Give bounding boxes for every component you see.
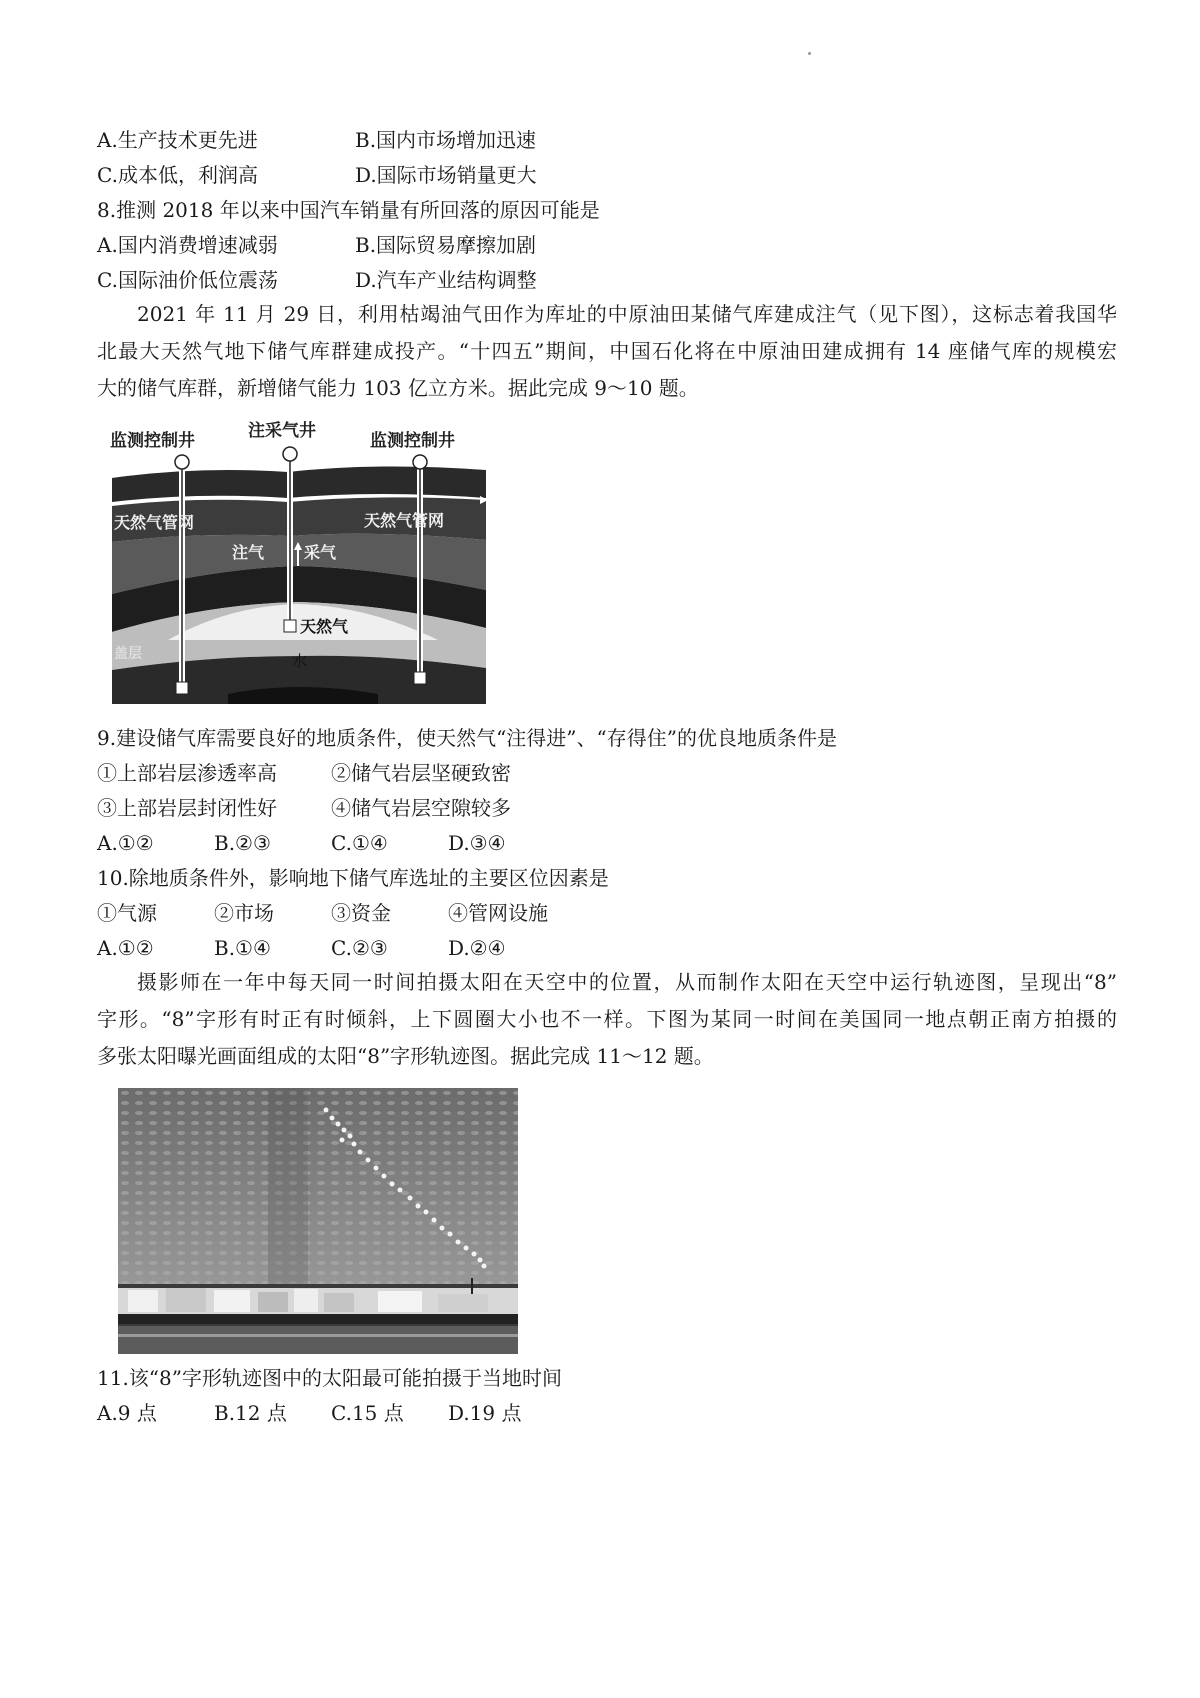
q8-option-a: A.国内消费增速减弱 [97, 233, 278, 257]
label-inject-well: 注采气井 [248, 421, 316, 441]
q10-answer-b: B.①④ [214, 936, 271, 960]
q10-factor-1: ①气源 [97, 901, 157, 925]
label-water: 水 [292, 652, 308, 670]
q11-stem: 11.该“8”字形轨迹图中的太阳最可能拍摄于当地时间 [97, 1366, 562, 1390]
q10-stem: 10.除地质条件外，影响地下储气库选址的主要区位因素是 [97, 866, 609, 890]
q8-option-b: B.国际贸易摩擦加剧 [355, 233, 537, 257]
q11-answer-d: D.19 点 [448, 1401, 522, 1425]
q10-answer-c: C.②③ [331, 936, 388, 960]
q7-option-a: A.生产技术更先进 [97, 128, 258, 152]
label-natural-gas: 天然气 [300, 617, 349, 636]
q9-answer-d: D.③④ [448, 831, 506, 855]
q9-answer-c: C.①④ [331, 831, 388, 855]
label-monitor-left: 监测控制井 [110, 431, 195, 451]
q8-stem: 8.推测 2018 年以来中国汽车销量有所回落的原因可能是 [97, 198, 600, 222]
label-inject-gas: 注气 [232, 543, 265, 562]
q11-answer-c: C.15 点 [331, 1401, 404, 1425]
passage2-line3: 多张太阳曝光画面组成的太阳“8”字形轨迹图。据此完成 11～12 题。 [97, 1044, 714, 1068]
q9-stem: 9.建设储气库需要良好的地质条件，使天然气“注得进”、“存得住”的优良地质条件是 [97, 726, 837, 750]
q10-answer-a: A.①② [97, 936, 154, 960]
label-pipeline-left: 天然气管网 [114, 513, 195, 532]
passage1-line1: 2021 年 11 月 29 日，利用枯竭油气田作为库址的中原油田某储气库建成注气（见下图），这标志着我国华 [137, 302, 1117, 326]
q11-answer-b: B.12 点 [214, 1401, 287, 1425]
q10-factor-4: ④管网设施 [448, 901, 548, 925]
q7-option-c: C.成本低，利润高 [97, 163, 258, 187]
q8-option-c: C.国际油价低位震荡 [97, 268, 278, 292]
q9-condition-1: ①上部岩层渗透率高 [97, 761, 277, 785]
label-monitor-right: 监测控制井 [370, 431, 455, 451]
label-pipeline-right: 天然气管网 [364, 511, 445, 530]
passage-analemma [97, 964, 1117, 1075]
label-cap-rock: 盖层 [114, 646, 142, 662]
q11-answer-a: A.9 点 [97, 1401, 157, 1425]
label-extract-gas: 采气 [304, 543, 337, 562]
q10-factor-2: ②市场 [214, 901, 274, 925]
q9-condition-3: ③上部岩层封闭性好 [97, 796, 277, 820]
analemma-photo [118, 1088, 518, 1354]
q10-answer-d: D.②④ [448, 936, 506, 960]
passage1-line3: 大的储气库群，新增储气能力 103 亿立方米。据此完成 9～10 题。 [97, 376, 699, 400]
passage2-line2: 字形。“8”字形有时正有时倾斜，上下圆圈大小也不一样。下图为某同一时间在美国同一地点朝正南方拍摄的 [97, 1007, 1117, 1031]
q10-factor-3: ③资金 [331, 901, 391, 925]
passage-gas-storage [97, 296, 1117, 407]
passage2-line1: 摄影师在一年中每天同一时间拍摄太阳在天空中的位置，从而制作太阳在天空中运行轨迹图，呈现出“8” [137, 970, 1117, 994]
q9-answer-b: B.②③ [214, 831, 271, 855]
q8-option-d: D.汽车产业结构调整 [355, 268, 537, 292]
passage1-line2: 北最大天然气地下储气库群建成投产。“十四五”期间，中国石化将在中原油田建成拥有 14 座储气库的规模宏 [97, 339, 1117, 363]
gas-storage-diagram [108, 418, 498, 708]
q9-answer-a: A.①② [97, 831, 154, 855]
city-skyline [118, 1278, 518, 1354]
scan-speck [808, 52, 811, 55]
q7-option-d: D.国际市场销量更大 [355, 163, 537, 187]
q9-condition-2: ②储气岩层坚硬致密 [331, 761, 511, 785]
q9-condition-4: ④储气岩层空隙较多 [331, 796, 511, 820]
q7-option-b: B.国内市场增加迅速 [355, 128, 537, 152]
